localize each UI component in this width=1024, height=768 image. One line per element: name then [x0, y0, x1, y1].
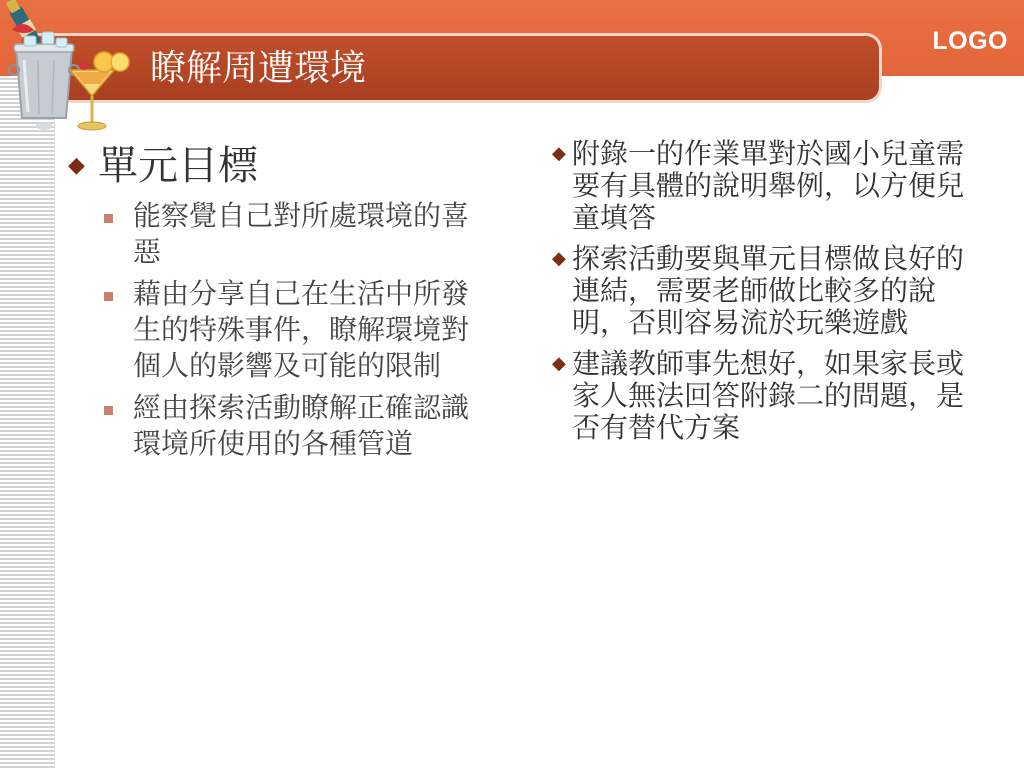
sub-bullet-item: [104, 198, 488, 270]
left-column: [68, 140, 488, 462]
diamond-bullet-icon: ◆: [68, 153, 85, 178]
square-bullet-icon: [104, 406, 113, 415]
diamond-bullet-icon: ◆: [552, 248, 566, 269]
diamond-bullet-icon: ◆: [552, 143, 566, 164]
right-bullet-text: 附錄一的作業單對於國小兒童需要有具體的說明舉例，以方便兒童填答: [572, 137, 965, 234]
square-bullet-icon: [104, 214, 113, 223]
ice-bucket-champagne-icon: [4, 0, 79, 130]
right-column: [552, 138, 992, 453]
square-bullet-icon: [104, 292, 113, 301]
sub-bullet-item: [104, 390, 488, 462]
right-bullet-item: [552, 138, 992, 234]
right-bullet-text: 探索活動要與單元目標做良好的連結，需要老師做比較多的說明，否則容易流於玩樂遊戲: [572, 242, 965, 339]
party-clipart: [4, 0, 134, 140]
sub-bullet-item: [104, 276, 488, 384]
sub-bullet-text: 經由探索活動瞭解正確認識環境所使用的各種管道: [133, 391, 470, 460]
right-bullet-text: 建議教師事先想好，如果家長或家人無法回答附錄二的問題，是否有替代方案: [572, 347, 965, 444]
diamond-bullet-icon: ◆: [552, 353, 566, 374]
left-heading-item: [68, 140, 488, 192]
right-bullet-item: [552, 243, 992, 339]
left-heading: 單元目標: [98, 143, 258, 189]
slide-title: 瞭解周遭環境: [150, 48, 367, 89]
logo: LOGO: [932, 27, 1008, 55]
right-bullet-item: [552, 348, 992, 444]
sub-bullet-text: 能察覺自己對所處環境的喜惡: [133, 199, 470, 268]
cocktail-glass-icon: [70, 52, 129, 130]
sub-bullet-text: 藉由分享自己在生活中所發生的特殊事件，瞭解環境對個人的影響及可能的限制: [133, 277, 470, 382]
